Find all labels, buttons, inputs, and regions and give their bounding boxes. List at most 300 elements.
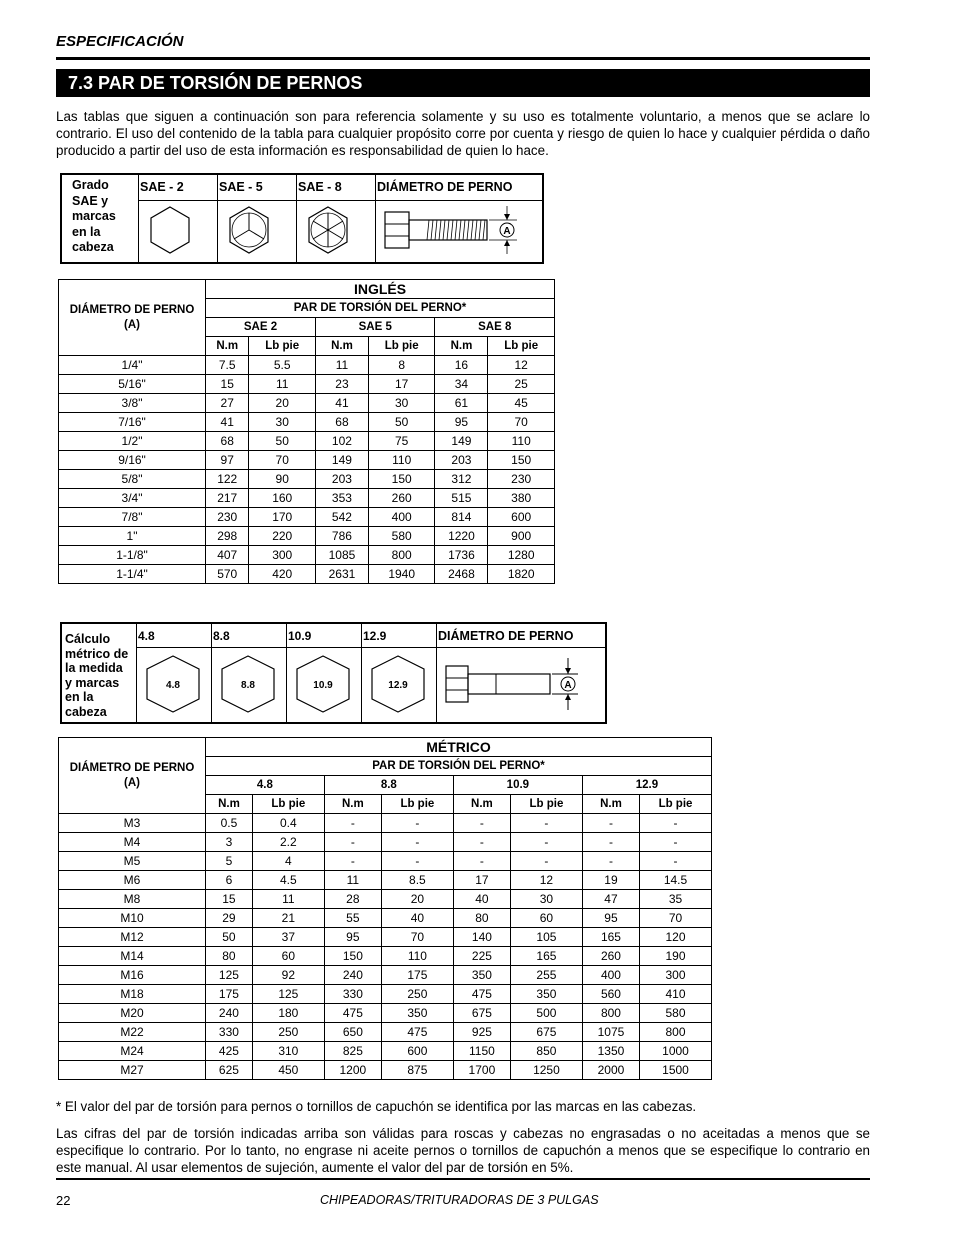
torque-value-cell: 14.5 [640, 871, 712, 890]
torque-value-cell: 70 [640, 909, 712, 928]
torque-value-cell: 160 [249, 489, 316, 508]
sae-markings-label: Grado SAE y marcas en la cabeza [61, 174, 139, 263]
table-row [59, 833, 712, 852]
grade-header: SAE 2 [206, 318, 316, 337]
torque-value-cell: 380 [488, 489, 555, 508]
torque-value-cell: 5 [206, 852, 253, 871]
torque-value-cell: 1280 [488, 546, 555, 565]
table-row [59, 527, 555, 546]
sae-markings-table [60, 173, 544, 264]
torque-value-cell: 68 [316, 413, 369, 432]
torque-value-cell: 570 [206, 565, 249, 584]
bolt-diameter-cell: M6 [59, 871, 206, 890]
unit-header: N.m [582, 795, 639, 814]
top-rule [56, 57, 870, 60]
torque-value-cell: - [582, 814, 639, 833]
torque-value-cell: 330 [324, 985, 381, 1004]
metric-bolt-diameter-icon [437, 648, 607, 723]
table-row [59, 546, 555, 565]
bolt-diameter-cell: M27 [59, 1061, 206, 1080]
torque-value-cell: 122 [206, 470, 249, 489]
torque-value-cell: 0.4 [252, 814, 324, 833]
torque-value-cell: 50 [249, 432, 316, 451]
torque-value-cell: 175 [381, 966, 453, 985]
page-number: 22 [56, 1193, 71, 1208]
torque-value-cell: 30 [368, 394, 435, 413]
metric-col-header: 12.9 [362, 623, 437, 648]
torque-value-cell: 650 [324, 1023, 381, 1042]
torque-value-cell: - [510, 814, 582, 833]
torque-value-cell: 61 [435, 394, 488, 413]
torque-value-cell: - [640, 814, 712, 833]
torque-value-cell: 217 [206, 489, 249, 508]
torque-header: PAR DE TORSIÓN DEL PERNO* [206, 299, 555, 318]
table-row [59, 356, 555, 375]
table-row [59, 890, 712, 909]
torque-value-cell: 400 [582, 966, 639, 985]
bottom-rule [56, 1178, 870, 1180]
torque-value-cell: 16 [435, 356, 488, 375]
bolt-diameter-cell: 7/16" [59, 413, 206, 432]
table-row [59, 928, 712, 947]
section-header: ESPECIFICACIÓN [56, 33, 184, 50]
torque-value-cell: 250 [381, 985, 453, 1004]
torque-value-cell: 1200 [324, 1061, 381, 1080]
grade-header: SAE 8 [435, 318, 555, 337]
torque-value-cell: 75 [368, 432, 435, 451]
torque-value-cell: 1820 [488, 565, 555, 584]
torque-value-cell: 255 [510, 966, 582, 985]
torque-value-cell: 15 [206, 375, 249, 394]
torque-value-cell: 500 [510, 1004, 582, 1023]
table-row [59, 489, 555, 508]
torque-value-cell: - [640, 833, 712, 852]
torque-value-cell: 400 [368, 508, 435, 527]
table-row [59, 470, 555, 489]
table-row [59, 451, 555, 470]
torque-value-cell: - [510, 852, 582, 871]
torque-value-cell: 1736 [435, 546, 488, 565]
metrico-torque-table [58, 737, 712, 1080]
bolt-diameter-cell: 1-1/8" [59, 546, 206, 565]
grade-4-8-hex-icon [137, 648, 212, 723]
torque-value-cell: 7.5 [206, 356, 249, 375]
torque-value-cell: 40 [381, 909, 453, 928]
torque-value-cell: 105 [510, 928, 582, 947]
torque-value-cell: - [381, 814, 453, 833]
torque-value-cell: - [324, 833, 381, 852]
sae2-hex-icon [139, 200, 218, 263]
torque-value-cell: 60 [252, 947, 324, 966]
footer-title: CHIPEADORAS/TRITURADORAS DE 3 PULGAS [320, 1193, 599, 1207]
torque-value-cell: 12 [488, 356, 555, 375]
torque-value-cell: 5.5 [249, 356, 316, 375]
torque-value-cell: 850 [510, 1042, 582, 1061]
torque-value-cell: 3 [206, 833, 253, 852]
torque-value-cell: - [324, 852, 381, 871]
torque-value-cell: - [510, 833, 582, 852]
torque-value-cell: 800 [582, 1004, 639, 1023]
torque-value-cell: 675 [453, 1004, 510, 1023]
torque-value-cell: 19 [582, 871, 639, 890]
bolt-diameter-cell: M12 [59, 928, 206, 947]
torque-value-cell: 350 [510, 985, 582, 1004]
torque-value-cell: 11 [252, 890, 324, 909]
torque-value-cell: 95 [324, 928, 381, 947]
torque-value-cell: 800 [640, 1023, 712, 1042]
torque-value-cell: - [453, 833, 510, 852]
bolt-diameter-cell: M24 [59, 1042, 206, 1061]
torque-value-cell: 542 [316, 508, 369, 527]
torque-value-cell: 1700 [453, 1061, 510, 1080]
sae5-hex-icon [218, 200, 297, 263]
table-row [59, 432, 555, 451]
torque-value-cell: 814 [435, 508, 488, 527]
torque-value-cell: 165 [582, 928, 639, 947]
torque-value-cell: 40 [453, 890, 510, 909]
torque-value-cell: 4.5 [252, 871, 324, 890]
torque-value-cell: 120 [640, 928, 712, 947]
grade-10-9-hex-icon [287, 648, 362, 723]
bolt-diameter-cell: M18 [59, 985, 206, 1004]
metrico-title: MÉTRICO [206, 738, 712, 757]
torque-value-cell: - [582, 833, 639, 852]
torque-value-cell: 80 [453, 909, 510, 928]
torque-value-cell: 330 [206, 1023, 253, 1042]
grade-8-8-hex-icon [212, 648, 287, 723]
torque-value-cell: 125 [206, 966, 253, 985]
torque-value-cell: 475 [324, 1004, 381, 1023]
table-row [59, 565, 555, 584]
grade-header: SAE 5 [316, 318, 435, 337]
torque-value-cell: 149 [316, 451, 369, 470]
torque-value-cell: 475 [453, 985, 510, 1004]
torque-value-cell: 420 [249, 565, 316, 584]
torque-value-cell: 95 [582, 909, 639, 928]
unit-header: N.m [316, 337, 369, 356]
diameter-header: DIÁMETRO DE PERNO (A) [59, 738, 206, 814]
torque-value-cell: 203 [435, 451, 488, 470]
svg-text:8.8: 8.8 [241, 679, 255, 691]
torque-value-cell: 60 [510, 909, 582, 928]
torque-value-cell: 675 [510, 1023, 582, 1042]
table-row [59, 1042, 712, 1061]
torque-value-cell: 1500 [640, 1061, 712, 1080]
torque-value-cell: 34 [435, 375, 488, 394]
unit-header: N.m [324, 795, 381, 814]
torque-value-cell: 310 [252, 1042, 324, 1061]
unit-header: Lb pie [510, 795, 582, 814]
torque-value-cell: 312 [435, 470, 488, 489]
torque-value-cell: 47 [582, 890, 639, 909]
unit-header: Lb pie [368, 337, 435, 356]
table-row [59, 375, 555, 394]
torque-value-cell: 2.2 [252, 833, 324, 852]
torque-value-cell: 2631 [316, 565, 369, 584]
torque-value-cell: 350 [381, 1004, 453, 1023]
grade-header: 4.8 [206, 776, 325, 795]
torque-value-cell: 70 [249, 451, 316, 470]
callout-a: A [564, 679, 572, 691]
torque-value-cell: 560 [582, 985, 639, 1004]
metric-col-header: 8.8 [212, 623, 287, 648]
torque-value-cell: 102 [316, 432, 369, 451]
intro-paragraph: Las tablas que siguen a continuación son para referencia solamente y su uso es totalmente voluntario, a menos que se aclare lo contrario. El uso del contenido de la tabla para cualquier propósito corre por cuenta y riesgo de quien lo hace y cualquier pérdida o daño producido a partir del uso de esta información es responsabilidad de quien lo hace. [56, 109, 870, 158]
torque-value-cell: 1150 [453, 1042, 510, 1061]
torque-value-cell: 1220 [435, 527, 488, 546]
torque-value-cell: 11 [249, 375, 316, 394]
bolt-diameter-cell: M10 [59, 909, 206, 928]
torque-value-cell: 225 [453, 947, 510, 966]
torque-value-cell: 20 [381, 890, 453, 909]
torque-value-cell: 27 [206, 394, 249, 413]
unit-header: N.m [206, 337, 249, 356]
torque-value-cell: 140 [453, 928, 510, 947]
torque-value-cell: 600 [381, 1042, 453, 1061]
torque-value-cell: 80 [206, 947, 253, 966]
table-row [59, 1004, 712, 1023]
bolt-diameter-cell: M16 [59, 966, 206, 985]
bolt-diameter-cell: M3 [59, 814, 206, 833]
torque-value-cell: 70 [488, 413, 555, 432]
unit-header: Lb pie [252, 795, 324, 814]
torque-value-cell: 8 [368, 356, 435, 375]
section-title: 7.3 PAR DE TORSIÓN DE PERNOS [56, 69, 870, 97]
bolt-diameter-cell: 5/8" [59, 470, 206, 489]
torque-value-cell: 580 [368, 527, 435, 546]
torque-value-cell: 230 [488, 470, 555, 489]
diameter-header: DIÁMETRO DE PERNO (A) [59, 280, 206, 356]
torque-value-cell: 925 [453, 1023, 510, 1042]
torque-value-cell: 110 [488, 432, 555, 451]
unit-header: N.m [453, 795, 510, 814]
metric-col-header: 4.8 [137, 623, 212, 648]
bolt-diameter-cell: 7/8" [59, 508, 206, 527]
unit-header: N.m [206, 795, 253, 814]
torque-value-cell: 300 [249, 546, 316, 565]
torque-value-cell: 6 [206, 871, 253, 890]
table-row [59, 1023, 712, 1042]
bolt-diameter-cell: M8 [59, 890, 206, 909]
torque-value-cell: 25 [488, 375, 555, 394]
torque-value-cell: 230 [206, 508, 249, 527]
table-row [59, 508, 555, 527]
torque-value-cell: 250 [252, 1023, 324, 1042]
torque-value-cell: 21 [252, 909, 324, 928]
bolt-diameter-cell: M14 [59, 947, 206, 966]
sae-col-header: SAE - 5 [218, 174, 297, 200]
grade-header: 10.9 [453, 776, 582, 795]
metric-markings-table [60, 622, 607, 724]
torque-value-cell: 17 [368, 375, 435, 394]
torque-value-cell: 28 [324, 890, 381, 909]
torque-value-cell: 625 [206, 1061, 253, 1080]
callout-a: A [503, 225, 511, 237]
metric-col-header: 10.9 [287, 623, 362, 648]
torque-value-cell: 190 [640, 947, 712, 966]
torque-value-cell: 240 [206, 1004, 253, 1023]
sae-col-header: SAE - 8 [297, 174, 376, 200]
torque-value-cell: 353 [316, 489, 369, 508]
torque-value-cell: 95 [435, 413, 488, 432]
torque-value-cell: - [453, 852, 510, 871]
svg-text:4.8: 4.8 [166, 679, 180, 691]
torque-value-cell: 15 [206, 890, 253, 909]
torque-value-cell: 45 [488, 394, 555, 413]
bolt-diameter-cell: 1/4" [59, 356, 206, 375]
torque-value-cell: - [324, 814, 381, 833]
footnote: * El valor del par de torsión para pernos o tornillos de capuchón se identifica por las marcas en las cabezas. [56, 1099, 697, 1114]
bolt-diameter-cell: M20 [59, 1004, 206, 1023]
torque-value-cell: 30 [249, 413, 316, 432]
torque-header: PAR DE TORSIÓN DEL PERNO* [206, 757, 712, 776]
torque-value-cell: - [381, 833, 453, 852]
ingles-title: INGLÉS [206, 280, 555, 299]
unit-header: Lb pie [640, 795, 712, 814]
metric-col-header: DIÁMETRO DE PERNO [437, 623, 607, 648]
torque-value-cell: 150 [488, 451, 555, 470]
closing-paragraph: Las cifras del par de torsión indicadas arriba son válidas para roscas y cabezas no engrasadas o no aceitadas a menos que se especifique lo contrario. Por lo tanto, no engrase ni aceite pernos o tornillos de capuchón a menos que se especifique lo contrario en este manual. Al usar elementos de sujeción, aumente el valor del par de torsión en 5%. [56, 1126, 870, 1175]
torque-value-cell: - [381, 852, 453, 871]
torque-value-cell: 580 [640, 1004, 712, 1023]
torque-value-cell: 475 [381, 1023, 453, 1042]
ingles-torque-table [58, 279, 555, 584]
bolt-diameter-cell: 3/8" [59, 394, 206, 413]
sae8-hex-icon [297, 200, 376, 263]
unit-header: N.m [435, 337, 488, 356]
torque-value-cell: 875 [381, 1061, 453, 1080]
table-row [59, 413, 555, 432]
torque-value-cell: 110 [368, 451, 435, 470]
torque-value-cell: 786 [316, 527, 369, 546]
torque-value-cell: 260 [368, 489, 435, 508]
torque-value-cell: 23 [316, 375, 369, 394]
torque-value-cell: 20 [249, 394, 316, 413]
torque-value-cell: 29 [206, 909, 253, 928]
torque-value-cell: 175 [206, 985, 253, 1004]
torque-value-cell: 1250 [510, 1061, 582, 1080]
torque-value-cell: 110 [381, 947, 453, 966]
torque-value-cell: 450 [252, 1061, 324, 1080]
torque-value-cell: 150 [324, 947, 381, 966]
torque-value-cell: 425 [206, 1042, 253, 1061]
torque-value-cell: 68 [206, 432, 249, 451]
torque-value-cell: 50 [206, 928, 253, 947]
torque-value-cell: 410 [640, 985, 712, 1004]
bolt-diameter-cell: 1-1/4" [59, 565, 206, 584]
torque-value-cell: 260 [582, 947, 639, 966]
torque-value-cell: 41 [206, 413, 249, 432]
torque-value-cell: 600 [488, 508, 555, 527]
torque-value-cell: 298 [206, 527, 249, 546]
svg-text:12.9: 12.9 [388, 679, 408, 691]
torque-value-cell: 90 [249, 470, 316, 489]
torque-value-cell: 300 [640, 966, 712, 985]
torque-value-cell: 55 [324, 909, 381, 928]
table-row [59, 814, 712, 833]
bolt-diameter-cell: 1/2" [59, 432, 206, 451]
torque-value-cell: 41 [316, 394, 369, 413]
bolt-diameter-cell: M22 [59, 1023, 206, 1042]
torque-value-cell: 11 [316, 356, 369, 375]
torque-value-cell: 1940 [368, 565, 435, 584]
bolt-diameter-cell: 3/4" [59, 489, 206, 508]
torque-value-cell: 4 [252, 852, 324, 871]
grade-header: 12.9 [582, 776, 711, 795]
torque-value-cell: 240 [324, 966, 381, 985]
torque-value-cell: 150 [368, 470, 435, 489]
torque-value-cell: 180 [252, 1004, 324, 1023]
table-row [59, 909, 712, 928]
torque-value-cell: 165 [510, 947, 582, 966]
torque-value-cell: 37 [252, 928, 324, 947]
torque-value-cell: - [640, 852, 712, 871]
table-row [59, 947, 712, 966]
torque-value-cell: 17 [453, 871, 510, 890]
torque-value-cell: - [582, 852, 639, 871]
svg-text:10.9: 10.9 [313, 679, 333, 691]
torque-value-cell: 97 [206, 451, 249, 470]
torque-value-cell: 30 [510, 890, 582, 909]
torque-value-cell: 2468 [435, 565, 488, 584]
torque-value-cell: 1000 [640, 1042, 712, 1061]
torque-value-cell: 220 [249, 527, 316, 546]
bolt-diameter-cell: M4 [59, 833, 206, 852]
torque-value-cell: 125 [252, 985, 324, 1004]
sae-col-header: DIÁMETRO DE PERNO [376, 174, 544, 200]
bolt-diameter-cell: 1" [59, 527, 206, 546]
torque-value-cell: 149 [435, 432, 488, 451]
metric-markings-label: Cálculo métrico de la medida y marcas en la cabeza [61, 623, 137, 723]
torque-value-cell: 900 [488, 527, 555, 546]
bolt-diameter-icon [376, 200, 544, 263]
torque-value-cell: 1075 [582, 1023, 639, 1042]
unit-header: Lb pie [381, 795, 453, 814]
unit-header: Lb pie [249, 337, 316, 356]
torque-value-cell: 170 [249, 508, 316, 527]
table-row [59, 1061, 712, 1080]
torque-value-cell: 50 [368, 413, 435, 432]
grade-header: 8.8 [324, 776, 453, 795]
table-row [59, 985, 712, 1004]
torque-value-cell: - [453, 814, 510, 833]
torque-value-cell: 11 [324, 871, 381, 890]
table-row [59, 852, 712, 871]
torque-value-cell: 1085 [316, 546, 369, 565]
unit-header: Lb pie [488, 337, 555, 356]
sae-col-header: SAE - 2 [139, 174, 218, 200]
torque-value-cell: 1350 [582, 1042, 639, 1061]
torque-value-cell: 8.5 [381, 871, 453, 890]
table-row [59, 966, 712, 985]
torque-value-cell: 70 [381, 928, 453, 947]
torque-value-cell: 203 [316, 470, 369, 489]
torque-value-cell: 515 [435, 489, 488, 508]
torque-value-cell: 350 [453, 966, 510, 985]
table-row [59, 394, 555, 413]
grade-12-9-hex-icon [362, 648, 437, 723]
torque-value-cell: 92 [252, 966, 324, 985]
bolt-diameter-cell: M5 [59, 852, 206, 871]
table-row [59, 871, 712, 890]
bolt-diameter-cell: 5/16" [59, 375, 206, 394]
torque-value-cell: 0.5 [206, 814, 253, 833]
torque-value-cell: 800 [368, 546, 435, 565]
torque-value-cell: 407 [206, 546, 249, 565]
torque-value-cell: 35 [640, 890, 712, 909]
torque-value-cell: 12 [510, 871, 582, 890]
torque-value-cell: 2000 [582, 1061, 639, 1080]
